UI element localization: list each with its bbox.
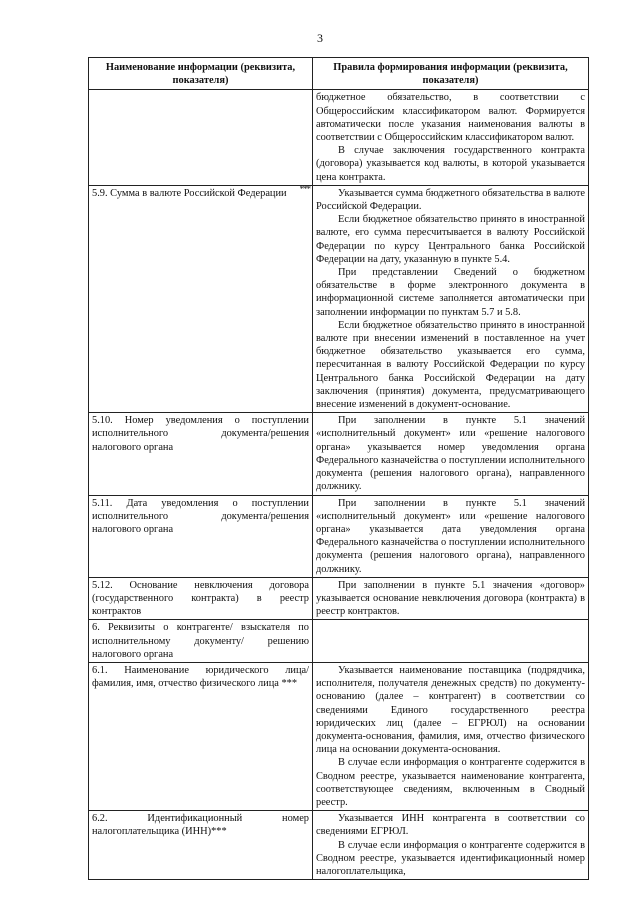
- table-header-row: [89, 58, 589, 90]
- table-row: [89, 90, 589, 185]
- table-row: [89, 811, 589, 880]
- row-name: 5.10. Номер уведомления о поступлении исполнительного документа/решения налогового органа: [89, 413, 313, 495]
- table-row: [89, 413, 589, 495]
- table-row: [89, 662, 589, 810]
- row-name: 6.2. Идентификационный номер налогоплательщика (ИНН)***: [89, 811, 313, 880]
- rule-paragraph: При заполнении в пункте 5.1 значений «исполнительный документ» или «решение налогового органа» указывается номер уведомления органа Федерального казначейства о поступлении исполнительного документа (решения налогового органа), направленного должнику.: [316, 415, 585, 493]
- rule-paragraph: Указывается ИНН контрагента в соответствии со сведениями ЕГРЮЛ.: [316, 813, 585, 838]
- table-row: [89, 495, 589, 577]
- row-name: [89, 185, 313, 412]
- footnote-mark: ***: [299, 183, 310, 194]
- rule-paragraph: При заполнении в пункте 5.1 значений «исполнительный документ» или «решение налогового органа» указывается дата уведомления органа Федерального казначейства о поступлении исполнительного документа (решения налогового органа), направленного должнику.: [316, 497, 585, 575]
- row-rules: [313, 90, 589, 185]
- row-rules: [313, 577, 589, 620]
- requisites-table: [88, 57, 589, 880]
- row-name-text: 5.9. Сумма в валюте Российской Федерации: [92, 187, 287, 199]
- table-row: [89, 577, 589, 620]
- section-heading: 6. Реквизиты о контрагенте/ взыскателя по исполнительному документу/ решению налогового органа: [89, 620, 313, 663]
- header-rules: Правила формирования информации (реквизита, показателя): [313, 58, 589, 90]
- rule-paragraph: В случае если информация о контрагенте содержится в Сводном реестре, указывается наименование контрагента, соответствующее сведениям, включенным в Сводный реестр.: [316, 757, 585, 808]
- page-number: 3: [317, 31, 323, 45]
- rule-paragraph: бюджетное обязательство, в соответствии с Общероссийским классификатором валют. Формируется автоматически после указания наименования валюты в соответствии с Общероссийским классификатором валют.: [316, 92, 585, 144]
- row-rules: [313, 185, 589, 412]
- table-row: [89, 185, 589, 412]
- rule-paragraph: Если бюджетное обязательство принято в иностранной валюте при внесении изменений в поставленное на учет бюджетное обязательство указывается его сумма, пересчитанная в валюту Российской Федерации по курсу Центрального банка Российской Федерации на дату заключения (принятия) документа, предусматривающего внесение изменений в документ-основание.: [316, 319, 585, 411]
- rule-paragraph: Если бюджетное обязательство принято в иностранной валюте, его сумма пересчитывается в валюту Российской Федерации по курсу Центрального банка Российской Федерации на дату, указанную в пункте 5.4.: [316, 214, 585, 265]
- row-name: 5.11. Дата уведомления о поступлении исполнительного документа/решения налогового органа: [89, 495, 313, 577]
- rule-paragraph: При заполнении в пункте 5.1 значения «договор» указывается основание невключения договора (контракта) в реестр контрактов.: [316, 579, 585, 618]
- header-info-name: Наименование информации (реквизита, показателя): [89, 58, 313, 90]
- row-name: 6.1. Наименование юридического лица/ фамилия, имя, отчество физического лица ***: [89, 662, 313, 810]
- rule-paragraph: При представлении Сведений о бюджетном обязательстве в форме электронного документа в информационной системе заполняется автоматически при заполнении информации по пунктам 5.7 и 5.8.: [316, 267, 585, 318]
- rule-paragraph: В случае заключения государственного контракта (договора) указывается код валюты, в которой указывается цена контракта.: [316, 145, 585, 183]
- rule-paragraph: В случае если информация о контрагенте содержится в Сводном реестре, указывается идентификационный номер налогоплательщика,: [316, 839, 585, 877]
- row-name: [89, 90, 313, 185]
- row-rules-empty: [313, 620, 589, 663]
- rule-paragraph: Указывается сумма бюджетного обязательства в валюте Российской Федерации.: [316, 187, 585, 213]
- row-rules: [313, 495, 589, 577]
- row-rules: [313, 413, 589, 495]
- row-name: 5.12. Основание невключения договора (государственного контракта) в реестр контрактов: [89, 577, 313, 620]
- table-row: [89, 620, 589, 663]
- row-rules: [313, 662, 589, 810]
- rule-paragraph: Указывается наименование поставщика (подрядчика, исполнителя, получателя денежных средств) по документу-основанию (далее – контрагент) в соответствии со сведениями Единого государственного реестра юридических лиц (далее – ЕГРЮЛ) на основании документа-основания, фамилия, имя, отчество физического лица на основании документа-основания.: [316, 664, 585, 756]
- row-rules: [313, 811, 589, 880]
